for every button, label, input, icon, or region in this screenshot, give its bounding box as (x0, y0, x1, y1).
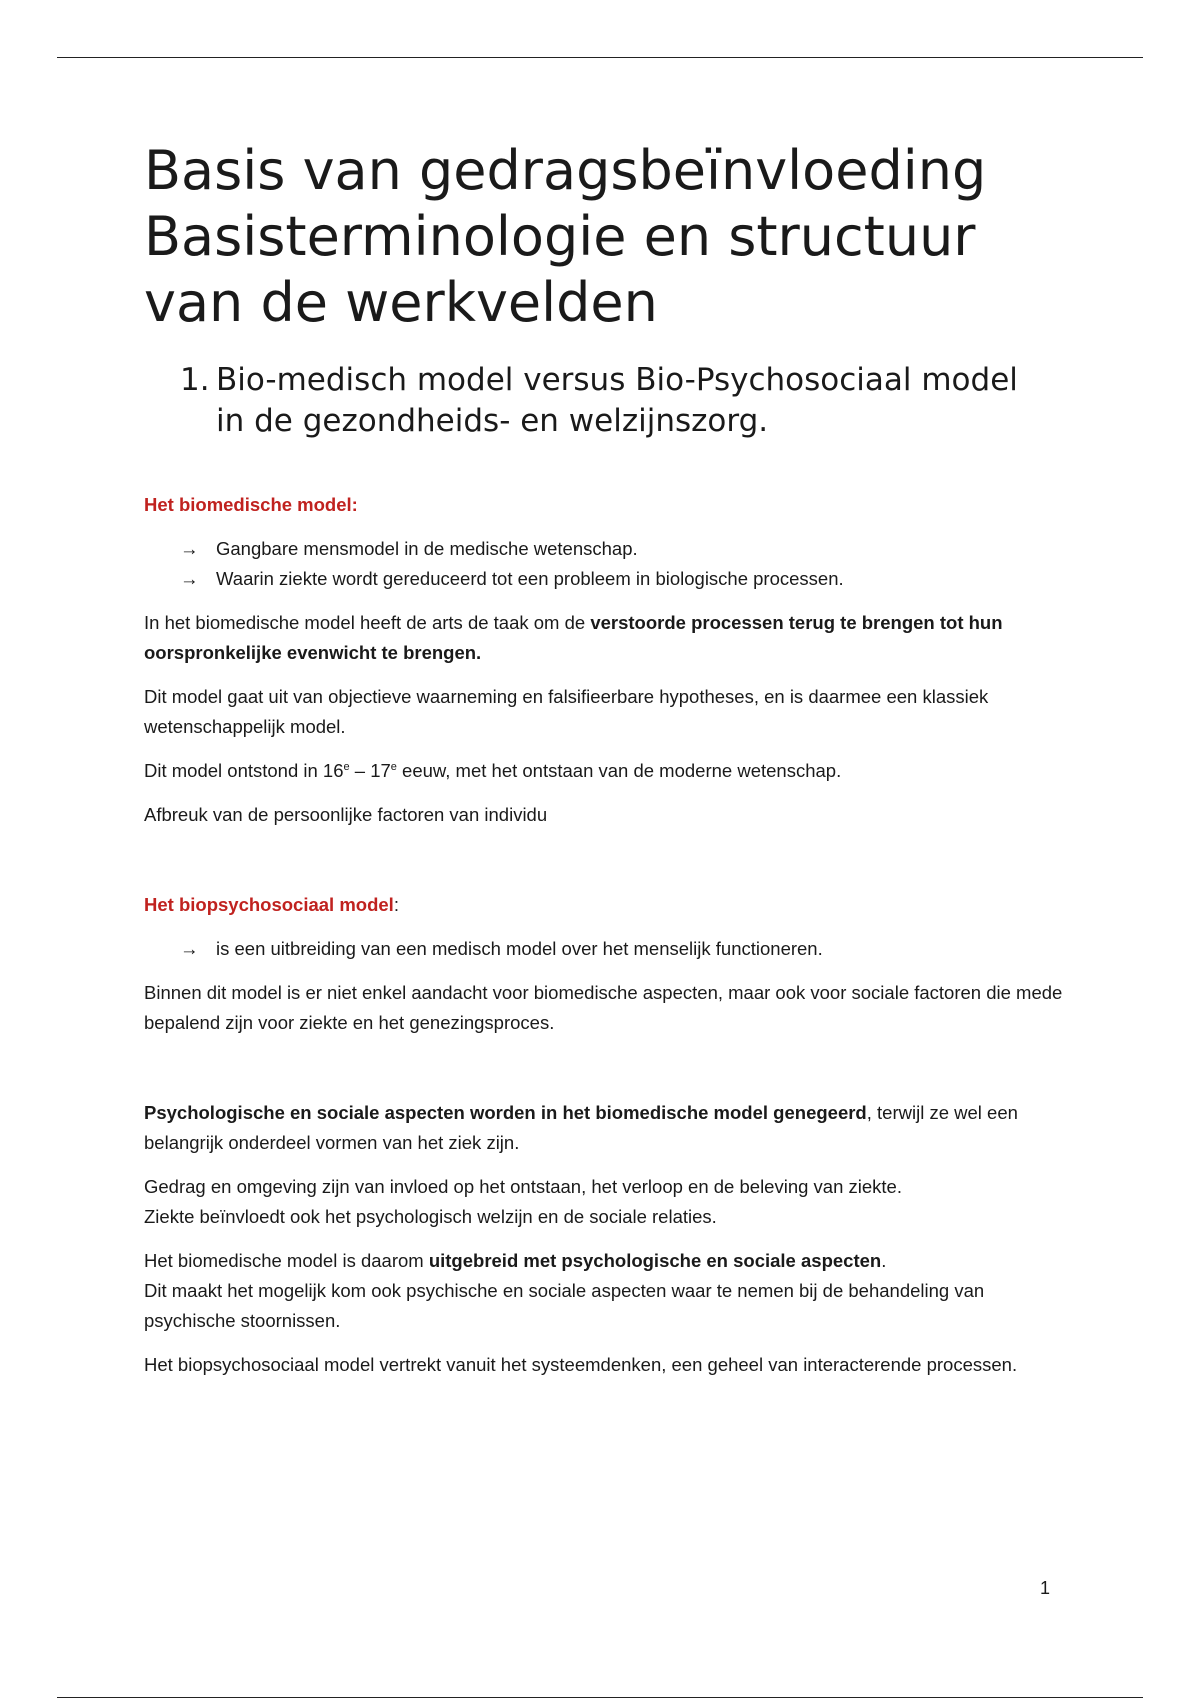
paragraph-text: Dit model ontstond in 16 (144, 760, 344, 781)
section-title-text: Het biopsychosociaal model (144, 894, 394, 915)
title-colon: : (393, 894, 399, 915)
heading-text (216, 360, 1018, 442)
paragraph-text: Gedrag en omgeving zijn van invloed op het ontstaan, het verloop en de beleving van ziekte. (144, 1176, 902, 1197)
heading-line-1: Bio-medisch model versus Bio-Psychosociaal model (216, 362, 1018, 398)
document-body (144, 138, 1064, 1380)
paragraph (144, 608, 1064, 668)
title-line-2: Basisterminologie en structuur (144, 205, 976, 268)
heading-line-2: in de gezondheids- en welzijnszorg. (216, 403, 769, 439)
header-rule (57, 57, 1143, 58)
paragraph (144, 756, 1064, 786)
paragraph-text: Ziekte beïnvloedt ook het psychologisch welzijn en de sociale relaties. (144, 1206, 717, 1227)
biopsychosocial-bullets (144, 934, 1064, 964)
arrow-bullet-icon: → (180, 538, 199, 559)
heading-1 (180, 360, 1064, 442)
paragraph (144, 1246, 1064, 1336)
paragraph-text: . (881, 1250, 887, 1271)
paragraph: Afbreuk van de persoonlijke factoren van individu (144, 804, 548, 825)
biomedical-section (144, 490, 1064, 830)
list-item (180, 534, 1064, 564)
list-item (180, 564, 1064, 594)
bold-text: verstoorde processen terug te brengen tot hun oorspronkelijke evenwicht te brengen. (144, 612, 1003, 663)
paragraph (144, 1172, 1064, 1232)
bullet-text: Gangbare mensmodel in de medische wetenschap. (216, 538, 638, 559)
paragraph (144, 1098, 1064, 1158)
biopsychosocial-section (144, 890, 1064, 1380)
paragraph-text: , terwijl ze wel een belangrijk onderdeel vormen van het ziek zijn. (144, 1102, 1018, 1153)
list-item (180, 934, 1064, 964)
biopsychosocial-title (144, 890, 1064, 920)
paragraph-text: Dit maakt het mogelijk kom ook psychische en sociale aspecten waar te nemen bij de behandeling van psychische stoornissen. (144, 1280, 985, 1331)
paragraph-text: In het biomedische model heeft de arts de taak om de (144, 612, 591, 633)
arrow-bullet-icon: → (180, 568, 199, 589)
heading-number: 1. (180, 362, 210, 398)
title-line-3: van de werkvelden (144, 271, 658, 334)
document-title (144, 138, 1064, 336)
footer-rule (57, 1697, 1143, 1698)
arrow-bullet-icon: → (180, 938, 199, 959)
paragraph-text: eeuw, met het ontstaan van de moderne wetenschap. (396, 760, 842, 781)
bold-text: Psychologische en sociale aspecten worden in het biomedische model genegeerd (144, 1102, 867, 1123)
bullet-text: Waarin ziekte wordt gereduceerd tot een probleem in biologische processen. (216, 568, 844, 589)
title-line-1: Basis van gedragsbeïnvloeding (144, 139, 987, 202)
superscript: e (343, 760, 350, 773)
paragraph-text: Het biomedische model is daarom (144, 1250, 429, 1271)
biomedical-title: Het biomedische model: (144, 494, 358, 515)
bullet-text: is een uitbreiding van een medisch model over het menselijk functioneren. (216, 938, 823, 959)
paragraph: Binnen dit model is er niet enkel aandacht voor biomedische aspecten, maar ook voor sociale factoren die mede bepalend zijn voor ziekte en het genezingsproces. (144, 982, 1063, 1033)
biomedical-bullets (144, 534, 1064, 594)
paragraph-text: – 17 (349, 760, 391, 781)
paragraph: Dit model gaat uit van objectieve waarneming en falsifieerbare hypotheses, en is daarmee een klassiek wetenschappelijk model. (144, 686, 989, 737)
bold-text: uitgebreid met psychologische en sociale aspecten (428, 1250, 882, 1271)
paragraph: Het biopsychosociaal model vertrekt vanuit het systeemdenken, een geheel van interacterende processen. (144, 1354, 1018, 1375)
superscript: e (390, 760, 397, 773)
page-number: 1 (1040, 1578, 1051, 1598)
